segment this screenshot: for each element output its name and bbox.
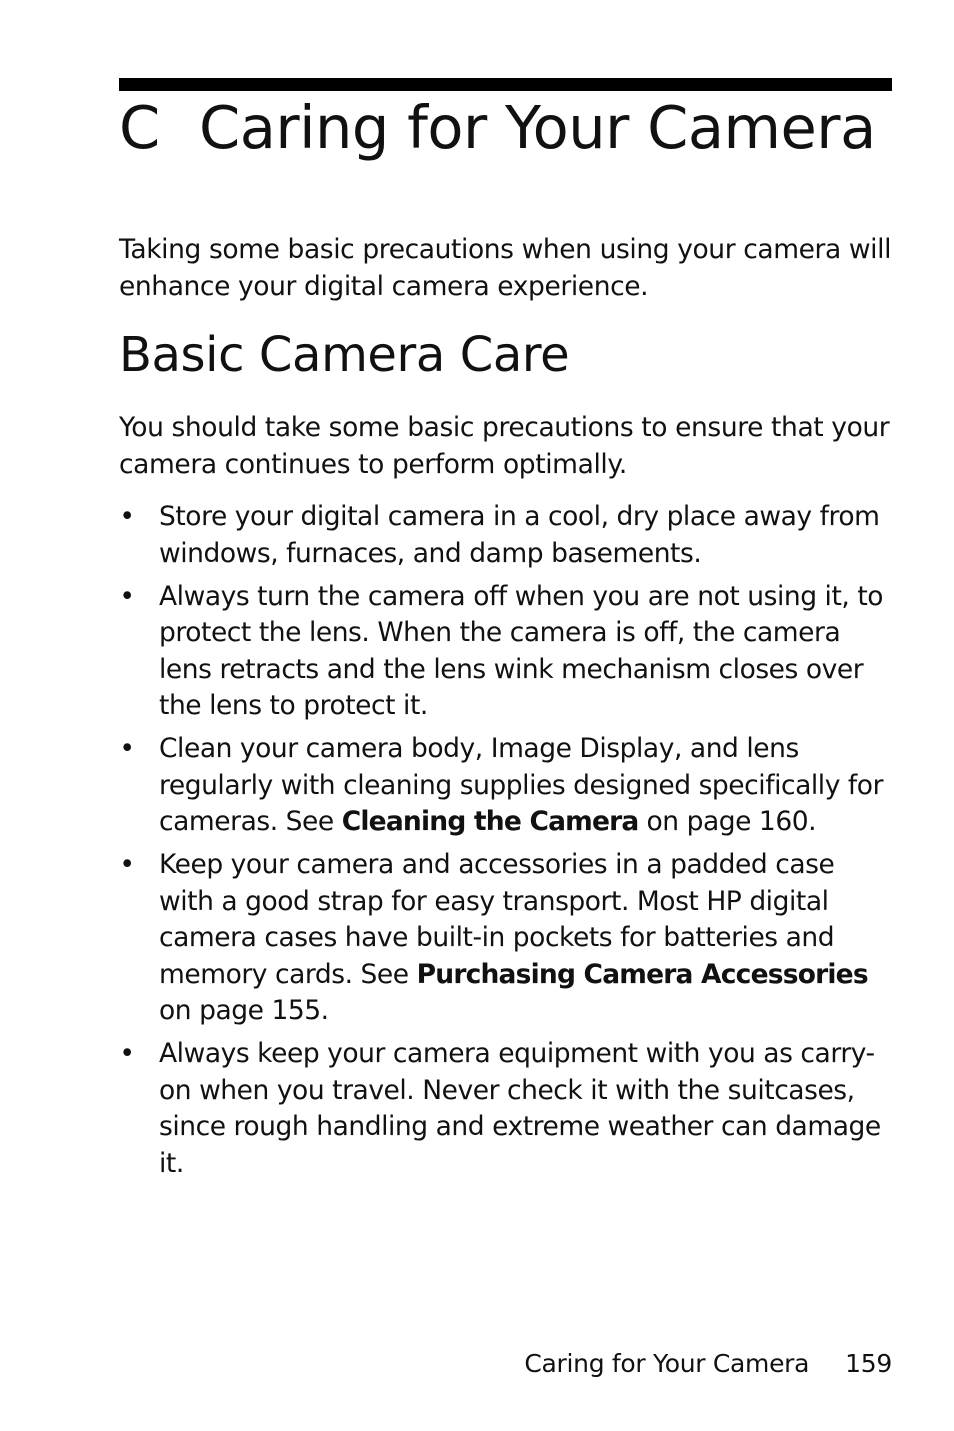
list-item: [119, 579, 894, 725]
chapter-rule: [119, 78, 892, 91]
bullet-icon: •: [119, 501, 135, 532]
list-item-text: Store your digital camera in a cool, dry place away from windows, furnaces, and damp basements.: [159, 501, 880, 569]
page-footer: [400, 1346, 892, 1382]
list-item-text: Keep your camera and accessories in a padded case with a good strap for easy transport. Most HP digital camera cases have built-in pockets for batteries and memory cards. See: [159, 849, 835, 990]
list-item-text: on page 155.: [159, 995, 329, 1026]
list-item: [119, 499, 894, 572]
chapter-title: [119, 92, 876, 164]
bullet-icon: •: [119, 849, 135, 880]
page-number: 159: [845, 1349, 892, 1378]
list-item: [119, 847, 894, 1030]
list-item: [119, 731, 894, 841]
section-intro-paragraph: You should take some basic precautions to ensure that your camera continues to perform optimally.: [119, 412, 890, 480]
cross-reference-link[interactable]: Purchasing Camera Accessories: [416, 958, 868, 990]
bullet-icon: •: [119, 580, 135, 612]
list-item-text: Always keep your camera equipment with you as carry-on when you travel. Never check it with the suitcases, since rough handling and extreme weather can damage it.: [159, 1038, 881, 1179]
section-heading: Basic Camera Care: [119, 327, 570, 383]
list-item-text: Clean your camera body, Image Display, and lens regularly with cleaning supplies designed specifically for cameras. See: [159, 733, 884, 837]
cross-reference-link[interactable]: Cleaning the Camera: [341, 806, 639, 837]
intro-paragraph: Taking some basic precautions when using your camera will enhance your digital camera experience.: [119, 234, 892, 302]
precautions-list: [119, 499, 894, 1189]
list-item-text: on page 160.: [638, 806, 817, 837]
bullet-icon: •: [119, 1038, 135, 1069]
list-item: [119, 1036, 894, 1182]
running-title: Caring for Your Camera: [524, 1349, 810, 1378]
bullet-icon: •: [119, 733, 135, 764]
chapter-title-text: Caring for Your Camera: [199, 93, 876, 162]
list-item-text: Always turn the camera off when you are not using it, to protect the lens. When the camera is off, the camera lens retracts and the lens wink mechanism closes over the lens to protect it.: [159, 580, 884, 721]
chapter-letter: C: [119, 93, 160, 162]
